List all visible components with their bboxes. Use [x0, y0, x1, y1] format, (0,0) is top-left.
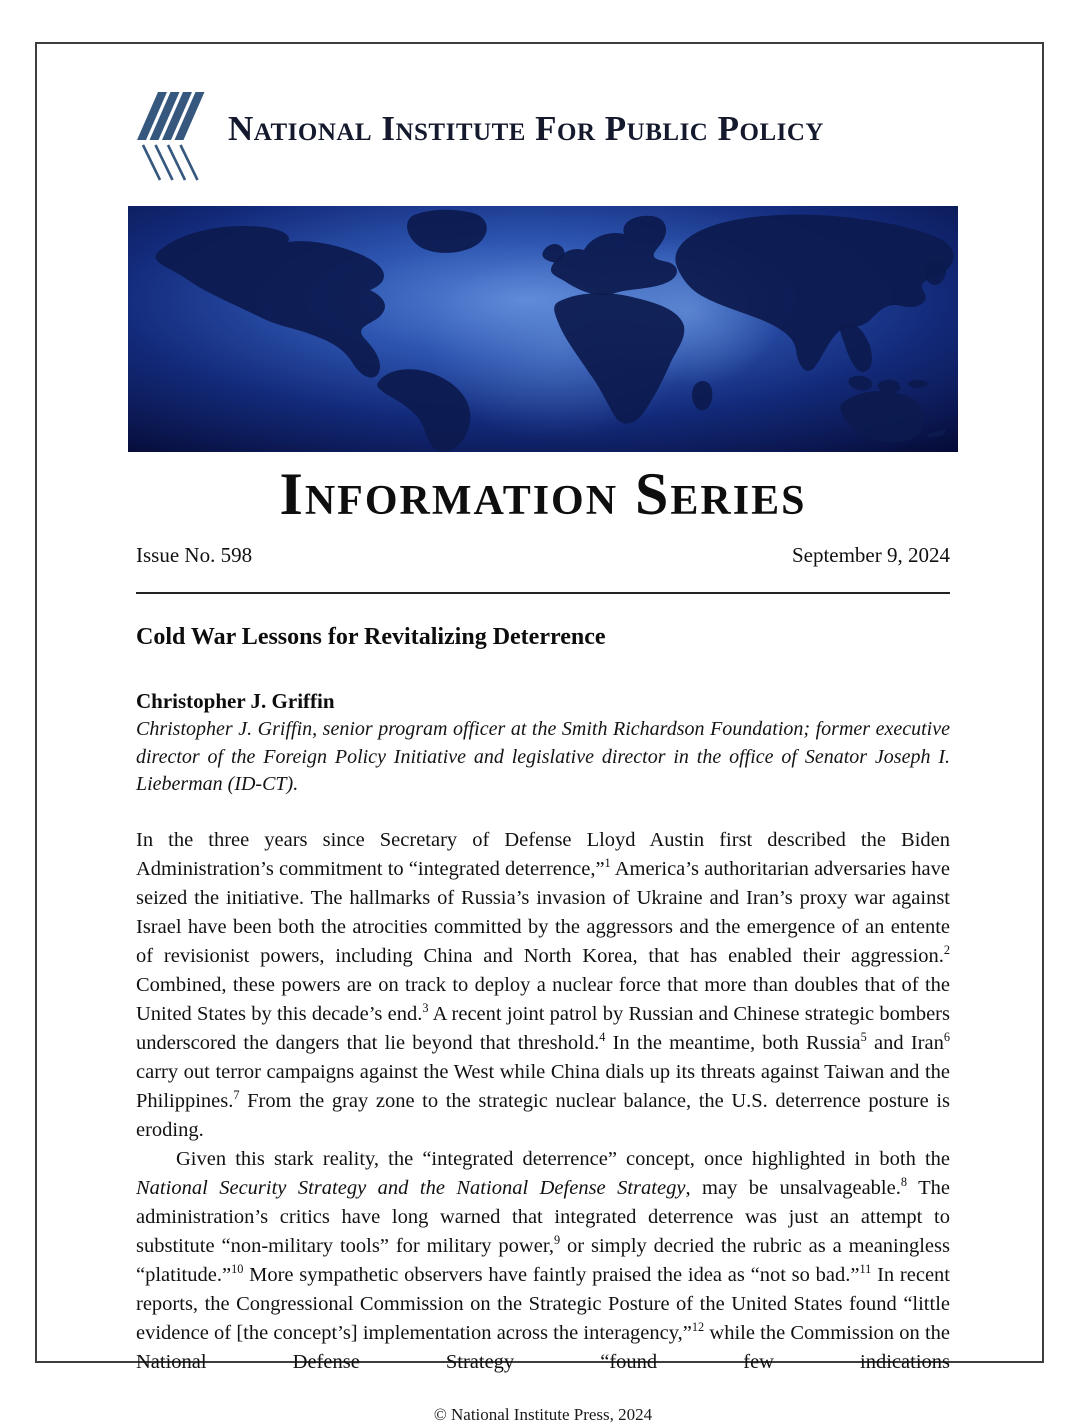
world-map-image	[128, 206, 958, 452]
author-bio: Christopher J. Griffin, senior program officer at the Smith Richardson Foundation; former executive director of the Foreign Policy Initiative and legislative director in the office of Senator Joseph I. Lieberman (ID-CT).	[136, 718, 950, 796]
body-paragraph-2: Given this stark reality, the “integrated deterrence” concept, once highlighted in both the National Security Strategy and the National Defense Strategy, may be unsalvageable.$^8$ The administration’s critics have long warned that integrated deterrence was just an attempt to substitute “non-military tools” for military power,$^9$ or simply decried the rubric as a meaningless “platitude.”$^{10}$ More sympathetic observers have faintly praised the idea as “not so bad.”$^{11}$ In recent reports, the Congressional Commission on the Strategic Posture of the United States found “little evidence of [the concept’s] implementation across the interagency,”$^{12}$ while the Commission on the National Defense Strategy “found few indications	[136, 1147, 950, 1373]
org-name: National Institute For Public Policy	[228, 109, 824, 148]
body-paragraph-1: In the three years since Secretary of Defense Lloyd Austin first described the Biden Administration’s commitment to “integrated deterrence,”$^1$ America’s authoritarian adversaries have seized the initiative. The hallmarks of Russia’s invasion of Ukraine and Iran’s proxy war against Israel have been both the atrocities committed by the aggressors and the emergence of an entente of revisionist powers, including China and North Korea, that has enabled their aggression.$^2$ Combined, these powers are on track to deploy a nuclear force that more than doubles that of the United States by this decade’s end.$^3$ A recent joint patrol by Russian and Chinese strategic bombers underscored the dangers that lie beyond that threshold.$^4$ In the meantime, both Russia$^5$ and Iran$^6$ carry out terror campaigns against the West while China dials up its threats against Taiwan and the Philippines.$^7$ From the gray zone to the strategic nuclear balance, the U.S. deterrence posture is eroding.	[136, 828, 950, 1141]
issue-number: Issue No. 598	[136, 543, 253, 567]
article-title: Cold War Lessons for Revitalizing Deterrence	[136, 624, 606, 650]
issue-date: September 9, 2024	[791, 543, 950, 567]
author-name: Christopher J. Griffin	[136, 689, 335, 713]
document-sheet	[35, 42, 1044, 1424]
chevron-bars-logo-icon	[136, 90, 212, 182]
document-content	[37, 44, 1042, 1425]
divider-rule	[136, 592, 950, 594]
series-title: Information Series	[279, 461, 807, 527]
issue-row	[136, 543, 950, 568]
brand-header	[136, 90, 950, 182]
copyright-notice: © National Institute Press, 2024	[433, 1404, 653, 1424]
